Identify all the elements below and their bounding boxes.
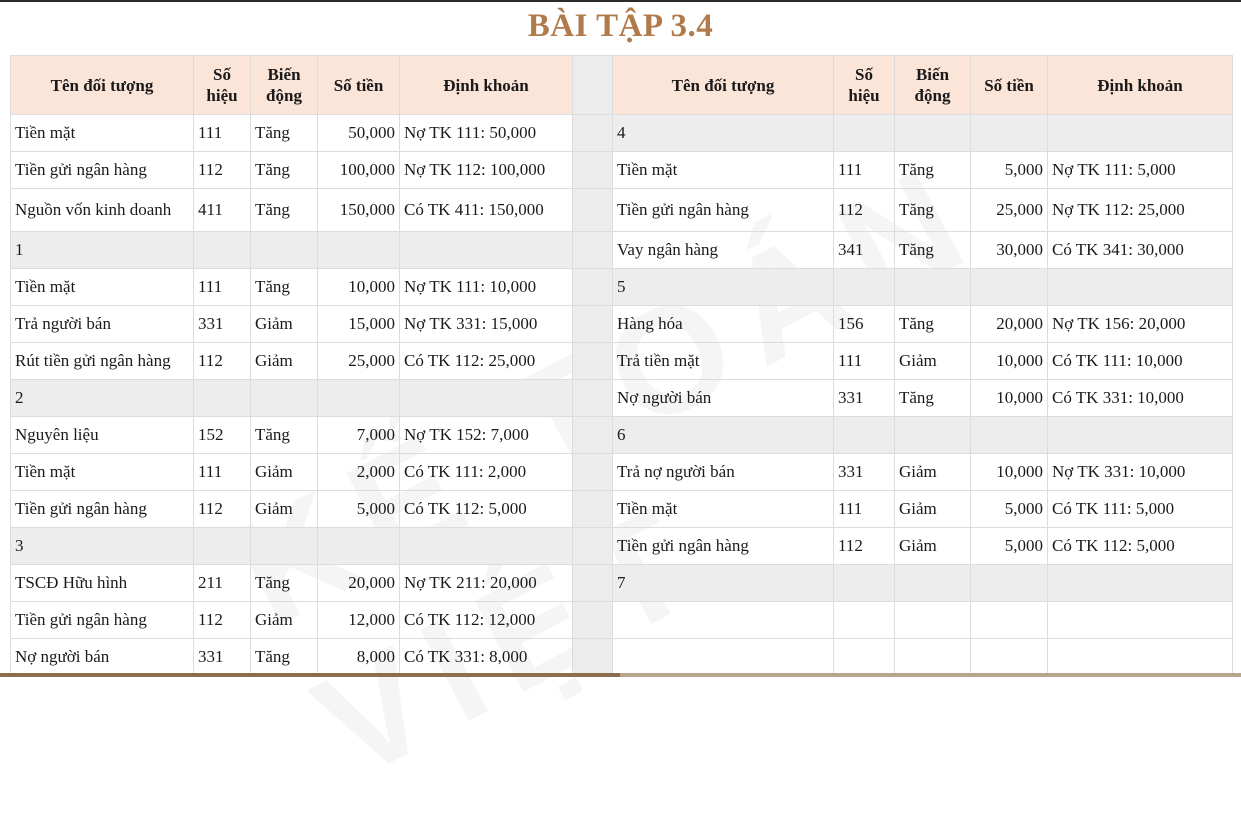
- cell-entry: [1048, 639, 1233, 676]
- cell-amount: [971, 115, 1048, 152]
- table-row: [11, 343, 1233, 380]
- cell-amount: [318, 232, 400, 269]
- header-amount-left: Số tiền: [318, 56, 400, 115]
- cell-change: Giảm: [251, 602, 318, 639]
- cell-journal-entry: Có TK 112: 5,000: [400, 491, 573, 528]
- cell-code: [834, 639, 895, 676]
- cell-journal-entry: Có TK 111: 5,000: [1048, 491, 1233, 528]
- cell-account-code: 331: [194, 639, 251, 676]
- cell-change: Tăng: [251, 565, 318, 602]
- cell-account-code: 111: [834, 343, 895, 380]
- cell-account-code: 111: [194, 269, 251, 306]
- cell-change: Tăng: [251, 189, 318, 232]
- cell-journal-entry: Nợ TK 112: 25,000: [1048, 189, 1233, 232]
- cell-account-code: 211: [194, 565, 251, 602]
- cell-account-code: 411: [194, 189, 251, 232]
- table-body: [11, 115, 1233, 676]
- cell-account-name: Tiền mặt: [11, 115, 194, 152]
- cell-amount: 7,000: [318, 417, 400, 454]
- cell-account-name: Tiền mặt: [11, 269, 194, 306]
- cell-entry: [1048, 565, 1233, 602]
- header-entry-right: Định khoản: [1048, 56, 1233, 115]
- cell-code: [194, 528, 251, 565]
- cell-account-name: Tiền gửi ngân hàng: [11, 491, 194, 528]
- cell-amount: 30,000: [971, 232, 1048, 269]
- cell-journal-entry: Nợ TK 111: 50,000: [400, 115, 573, 152]
- cell-amount: [971, 602, 1048, 639]
- cell-journal-entry: Nợ TK 111: 10,000: [400, 269, 573, 306]
- section-label: 7: [613, 565, 834, 602]
- cell-account-name: TSCĐ Hữu hình: [11, 565, 194, 602]
- cell-entry: [1048, 269, 1233, 306]
- cell-amount: 5,000: [971, 528, 1048, 565]
- cell-amount: [971, 639, 1048, 676]
- cell-journal-entry: Có TK 331: 8,000: [400, 639, 573, 676]
- cell-account-name: Hàng hóa: [613, 306, 834, 343]
- cell-amount: 25,000: [971, 189, 1048, 232]
- cell-name: [613, 602, 834, 639]
- table-row: [11, 380, 1233, 417]
- cell-journal-entry: Nợ TK 331: 15,000: [400, 306, 573, 343]
- cell-account-name: Tiền mặt: [613, 152, 834, 189]
- section-label: 4: [613, 115, 834, 152]
- cell-journal-entry: Có TK 112: 25,000: [400, 343, 573, 380]
- cell-change: Tăng: [895, 306, 971, 343]
- cell-journal-entry: Nợ TK 211: 20,000: [400, 565, 573, 602]
- cell-account-code: 112: [194, 602, 251, 639]
- header-change-right: Biến động: [895, 56, 971, 115]
- cell-amount: 10,000: [971, 380, 1048, 417]
- header-name-left: Tên đối tượng: [11, 56, 194, 115]
- cell-amount: 10,000: [971, 343, 1048, 380]
- column-gap: [573, 343, 613, 380]
- section-label: 2: [11, 380, 194, 417]
- cell-amount: [971, 269, 1048, 306]
- exercise-table-container: [10, 55, 1232, 676]
- cell-entry: [1048, 602, 1233, 639]
- cell-change: Tăng: [251, 269, 318, 306]
- cell-change: Tăng: [895, 152, 971, 189]
- cell-journal-entry: Nợ TK 156: 20,000: [1048, 306, 1233, 343]
- cell-account-code: 112: [194, 343, 251, 380]
- cell-change: Tăng: [251, 639, 318, 676]
- cell-account-code: 331: [194, 306, 251, 343]
- table-row: [11, 306, 1233, 343]
- cell-amount: 10,000: [971, 454, 1048, 491]
- table-row: [11, 639, 1233, 676]
- cell-amount: 5,000: [971, 152, 1048, 189]
- cell-amount: 8,000: [318, 639, 400, 676]
- cell-account-name: Trả nợ người bán: [613, 454, 834, 491]
- header-name-right: Tên đối tượng: [613, 56, 834, 115]
- cell-account-name: Vay ngân hàng: [613, 232, 834, 269]
- cell-amount: 2,000: [318, 454, 400, 491]
- cell-change: Giảm: [251, 343, 318, 380]
- cell-account-name: Nguyên liệu: [11, 417, 194, 454]
- cell-account-name: Tiền gửi ngân hàng: [613, 189, 834, 232]
- table-row: [11, 602, 1233, 639]
- cell-amount: [318, 380, 400, 417]
- cell-change: Tăng: [251, 115, 318, 152]
- cell-journal-entry: Có TK 341: 30,000: [1048, 232, 1233, 269]
- column-gap: [573, 56, 613, 115]
- column-gap: [573, 115, 613, 152]
- cell-account-code: 111: [834, 491, 895, 528]
- cell-amount: 150,000: [318, 189, 400, 232]
- column-gap: [573, 189, 613, 232]
- cell-code: [194, 380, 251, 417]
- cell-change: Giảm: [895, 343, 971, 380]
- table-row: [11, 417, 1233, 454]
- column-gap: [573, 269, 613, 306]
- header-entry-left: Định khoản: [400, 56, 573, 115]
- cell-change: [895, 417, 971, 454]
- column-gap: [573, 454, 613, 491]
- section-label: 6: [613, 417, 834, 454]
- cell-account-code: 152: [194, 417, 251, 454]
- cell-amount: 20,000: [318, 565, 400, 602]
- cell-account-code: 111: [834, 152, 895, 189]
- cell-account-name: Nợ người bán: [613, 380, 834, 417]
- table-row: [11, 528, 1233, 565]
- section-label: 3: [11, 528, 194, 565]
- section-label: 5: [613, 269, 834, 306]
- cell-code: [834, 565, 895, 602]
- column-gap: [573, 306, 613, 343]
- cell-amount: 5,000: [971, 491, 1048, 528]
- bottom-border-right: [620, 673, 1241, 677]
- column-gap: [573, 639, 613, 676]
- column-gap: [573, 491, 613, 528]
- table-row: [11, 454, 1233, 491]
- cell-account-name: Rút tiền gửi ngân hàng: [11, 343, 194, 380]
- column-gap: [573, 528, 613, 565]
- table-row: [11, 189, 1233, 232]
- cell-journal-entry: Có TK 112: 12,000: [400, 602, 573, 639]
- cell-account-code: 112: [194, 491, 251, 528]
- column-gap: [573, 380, 613, 417]
- cell-amount: 50,000: [318, 115, 400, 152]
- cell-amount: [971, 565, 1048, 602]
- cell-change: Tăng: [895, 189, 971, 232]
- cell-change: [251, 528, 318, 565]
- cell-amount: 20,000: [971, 306, 1048, 343]
- cell-change: [251, 380, 318, 417]
- cell-journal-entry: Nợ TK 331: 10,000: [1048, 454, 1233, 491]
- cell-account-code: 341: [834, 232, 895, 269]
- column-gap: [573, 565, 613, 602]
- cell-account-code: 111: [194, 454, 251, 491]
- cell-change: [251, 232, 318, 269]
- cell-account-name: Tiền gửi ngân hàng: [613, 528, 834, 565]
- cell-code: [834, 417, 895, 454]
- cell-change: [895, 602, 971, 639]
- cell-change: Giảm: [251, 491, 318, 528]
- cell-change: [895, 639, 971, 676]
- cell-entry: [1048, 417, 1233, 454]
- header-row: [11, 56, 1233, 115]
- column-gap: [573, 232, 613, 269]
- cell-change: Giảm: [895, 491, 971, 528]
- cell-account-code: 111: [194, 115, 251, 152]
- header-code-left: Số hiệu: [194, 56, 251, 115]
- header-code-right: Số hiệu: [834, 56, 895, 115]
- cell-journal-entry: Có TK 331: 10,000: [1048, 380, 1233, 417]
- cell-account-name: Nguồn vốn kinh doanh: [11, 189, 194, 232]
- cell-change: Giảm: [895, 454, 971, 491]
- column-gap: [573, 152, 613, 189]
- cell-journal-entry: Có TK 111: 2,000: [400, 454, 573, 491]
- cell-entry: [400, 232, 573, 269]
- table-row: [11, 115, 1233, 152]
- cell-journal-entry: Nợ TK 112: 100,000: [400, 152, 573, 189]
- cell-amount: 25,000: [318, 343, 400, 380]
- cell-account-code: 156: [834, 306, 895, 343]
- cell-amount: [971, 417, 1048, 454]
- cell-code: [834, 602, 895, 639]
- cell-change: Tăng: [251, 417, 318, 454]
- cell-change: Giảm: [251, 306, 318, 343]
- cell-entry: [400, 380, 573, 417]
- cell-account-code: 112: [194, 152, 251, 189]
- table-row: [11, 152, 1233, 189]
- cell-account-name: Tiền gửi ngân hàng: [11, 602, 194, 639]
- cell-change: Giảm: [251, 454, 318, 491]
- cell-account-name: Tiền gửi ngân hàng: [11, 152, 194, 189]
- table-row: [11, 269, 1233, 306]
- cell-amount: 15,000: [318, 306, 400, 343]
- header-amount-right: Số tiền: [971, 56, 1048, 115]
- cell-entry: [1048, 115, 1233, 152]
- cell-account-code: 112: [834, 189, 895, 232]
- cell-change: [895, 269, 971, 306]
- column-gap: [573, 417, 613, 454]
- header-change-left: Biến động: [251, 56, 318, 115]
- cell-name: [613, 639, 834, 676]
- cell-account-name: Tiền mặt: [11, 454, 194, 491]
- section-label: 1: [11, 232, 194, 269]
- cell-change: [895, 565, 971, 602]
- cell-journal-entry: Nợ TK 152: 7,000: [400, 417, 573, 454]
- cell-code: [194, 232, 251, 269]
- table-row: [11, 565, 1233, 602]
- cell-account-name: Tiền mặt: [613, 491, 834, 528]
- cell-account-code: 331: [834, 380, 895, 417]
- cell-amount: 12,000: [318, 602, 400, 639]
- cell-change: Giảm: [895, 528, 971, 565]
- cell-code: [834, 115, 895, 152]
- cell-account-name: Trả người bán: [11, 306, 194, 343]
- cell-amount: 100,000: [318, 152, 400, 189]
- cell-amount: 10,000: [318, 269, 400, 306]
- exercise-table: [10, 55, 1233, 676]
- page-title: BÀI TẬP 3.4: [527, 8, 714, 44]
- cell-journal-entry: Có TK 112: 5,000: [1048, 528, 1233, 565]
- cell-code: [834, 269, 895, 306]
- top-border: [0, 0, 1241, 2]
- cell-entry: [400, 528, 573, 565]
- cell-account-code: 112: [834, 528, 895, 565]
- cell-account-name: Nợ người bán: [11, 639, 194, 676]
- cell-amount: [318, 528, 400, 565]
- cell-account-name: Trả tiền mặt: [613, 343, 834, 380]
- column-gap: [573, 602, 613, 639]
- table-row: [11, 491, 1233, 528]
- cell-amount: 5,000: [318, 491, 400, 528]
- cell-change: [895, 115, 971, 152]
- cell-journal-entry: Nợ TK 111: 5,000: [1048, 152, 1233, 189]
- cell-change: Tăng: [895, 380, 971, 417]
- table-row: [11, 232, 1233, 269]
- cell-journal-entry: Có TK 111: 10,000: [1048, 343, 1233, 380]
- cell-account-code: 331: [834, 454, 895, 491]
- cell-change: Tăng: [895, 232, 971, 269]
- bottom-border-left: [0, 673, 620, 677]
- cell-change: Tăng: [251, 152, 318, 189]
- cell-journal-entry: Có TK 411: 150,000: [400, 189, 573, 232]
